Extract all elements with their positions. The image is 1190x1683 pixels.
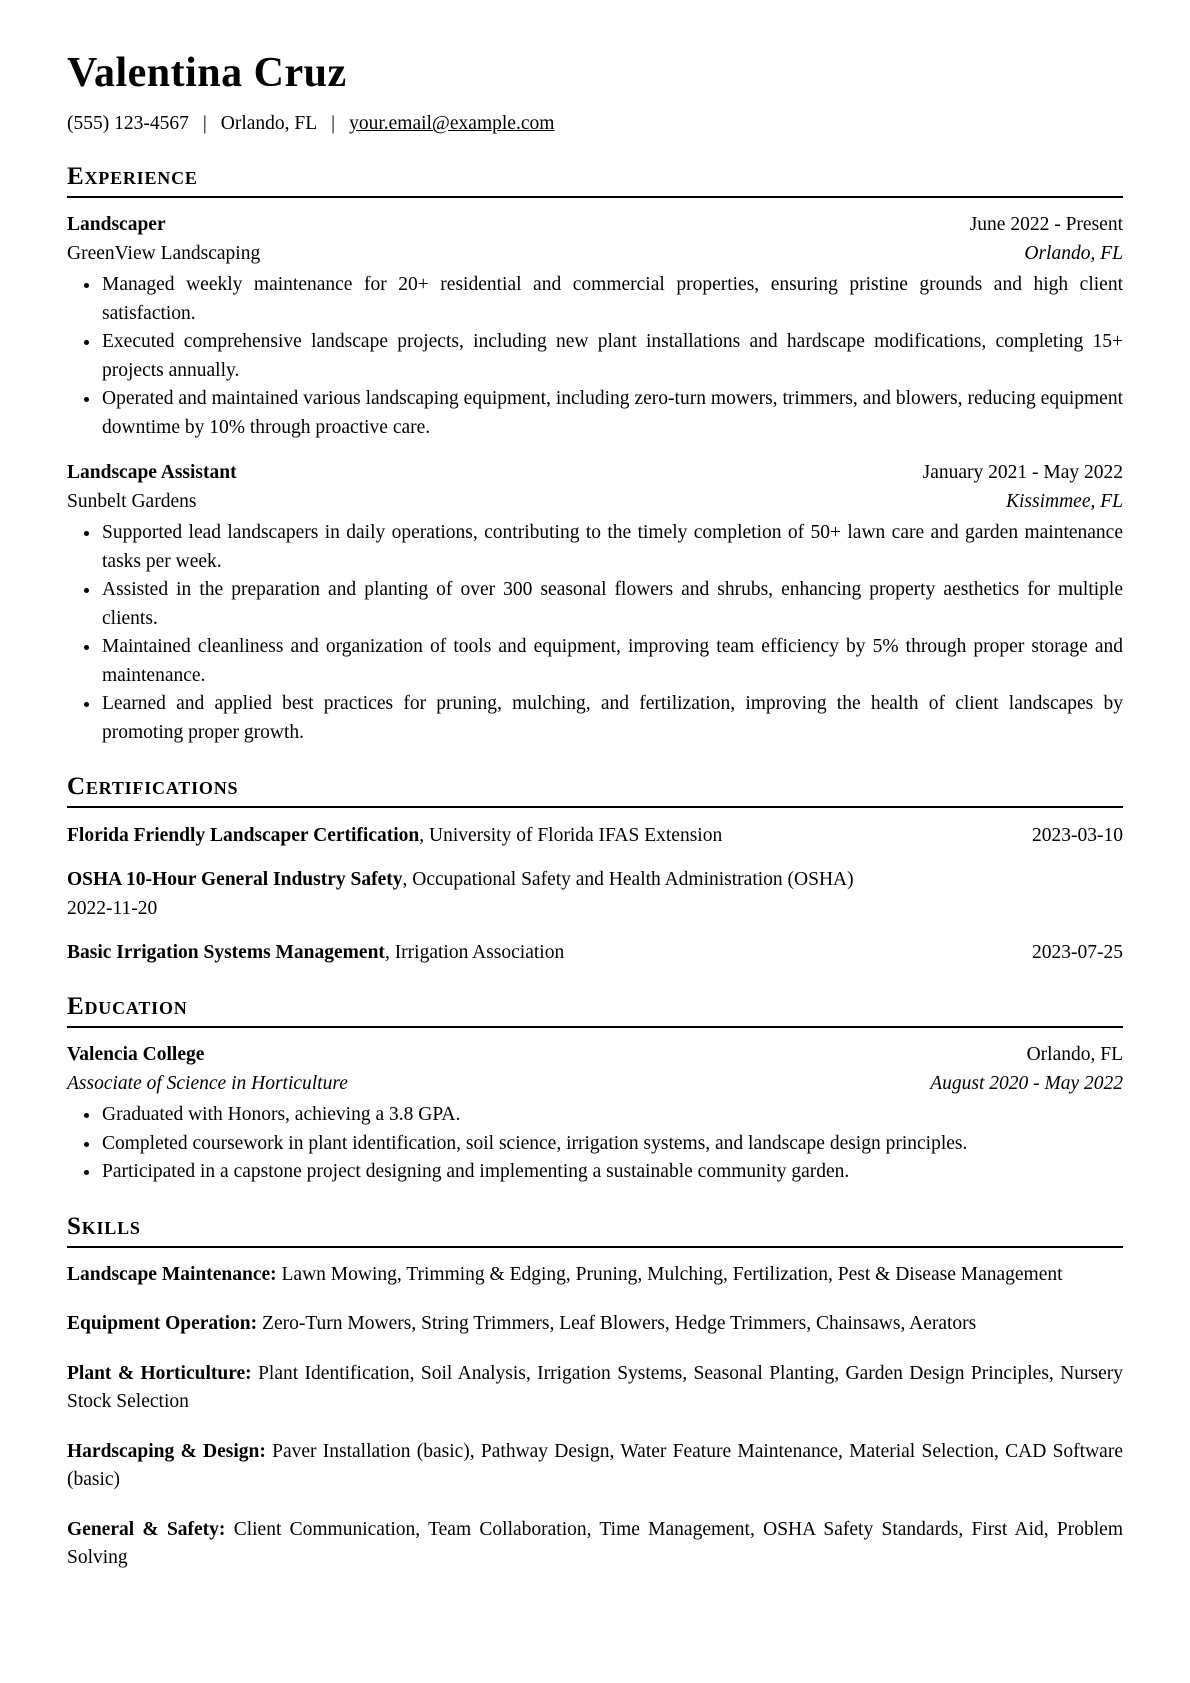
skill-category-label: Hardscaping & Design: xyxy=(67,1440,266,1462)
certification-text xyxy=(67,938,564,967)
job-title: Landscaper xyxy=(67,214,166,236)
certification-date: 2022-11-20 xyxy=(67,898,158,920)
job-company: GreenView Landscaping xyxy=(67,242,261,264)
location-text: Orlando, FL xyxy=(220,113,318,135)
education-degree: Associate of Science in Horticulture xyxy=(67,1072,348,1094)
job-bullet: • Maintained cleanliness and organization of tools and equipment, improving team efficiency by 5% through proper storage and maintenance. xyxy=(101,633,1123,690)
certification-issuer: , Occupational Safety and Health Administration (OSHA) xyxy=(402,869,854,891)
contact-separator: | xyxy=(202,113,207,135)
section-skills xyxy=(67,1212,1123,1573)
certification-text xyxy=(67,821,722,850)
certification-name: OSHA 10-Hour General Industry Safety xyxy=(67,869,403,891)
job-title-row xyxy=(67,211,1123,240)
section-rule xyxy=(67,1246,1123,1248)
certification-entry xyxy=(67,938,1123,967)
certification-entry xyxy=(67,821,1123,850)
certification-text xyxy=(67,869,854,890)
job-bullet-list xyxy=(67,271,1123,442)
section-rule xyxy=(67,806,1123,808)
education-degree-row xyxy=(67,1070,1123,1099)
section-rule xyxy=(67,1026,1123,1028)
job-location: Orlando, FL xyxy=(1024,242,1123,264)
job-bullet: • Managed weekly maintenance for 20+ residential and commercial properties, ensuring pristine grounds and high client satisfaction. xyxy=(101,271,1123,328)
skill-group xyxy=(67,1261,1123,1290)
job-entry xyxy=(67,459,1123,747)
education-entry xyxy=(67,1041,1123,1187)
job-title: Landscape Assistant xyxy=(67,462,237,484)
section-title-experience: Experience xyxy=(67,163,198,191)
section-title-certifications: Certifications xyxy=(67,773,239,801)
section-certifications xyxy=(67,772,1123,967)
phone-number: (555) 123-4567 xyxy=(67,113,189,135)
education-bullet-list xyxy=(67,1101,1123,1187)
skill-group xyxy=(67,1438,1123,1495)
person-name: Valentina Cruz xyxy=(67,50,347,96)
section-title-skills: Skills xyxy=(67,1212,141,1240)
skill-list: Lawn Mowing, Trimming & Edging, Pruning, Mulching, Fertilization, Pest & Disease Management xyxy=(276,1263,1063,1285)
skill-list: Client Communication, Team Collaboration, Time Management, OSHA Safety Standards, First Aid, Problem Solving xyxy=(67,1518,1123,1569)
job-company-row xyxy=(67,240,1123,269)
skill-group xyxy=(67,1310,1123,1339)
job-bullet: • Learned and applied best practices for pruning, mulching, and fertilization, improving the health of client landscapes by promoting proper growth. xyxy=(101,690,1123,747)
education-dates: August 2020 - May 2022 xyxy=(930,1072,1123,1094)
skill-category-label: Equipment Operation: xyxy=(67,1313,258,1335)
job-bullet: • Supported lead landscapers in daily operations, contributing to the timely completion of 50+ lawn care and garden maintenance tasks per week. xyxy=(101,519,1123,576)
email-link[interactable]: your.email@example.com xyxy=(349,113,555,135)
education-bullet: • Graduated with Honors, achieving a 3.8 GPA. xyxy=(101,1101,1123,1130)
section-title-education: Education xyxy=(67,993,188,1021)
skill-group xyxy=(67,1516,1123,1573)
resume-header xyxy=(67,50,1123,137)
education-bullet: • Completed coursework in plant identification, soil science, irrigation systems, and landscape design principles. xyxy=(101,1130,1123,1159)
education-school: Valencia College xyxy=(67,1044,205,1066)
job-company-row xyxy=(67,488,1123,517)
skill-list: Zero-Turn Mowers, String Trimmers, Leaf Blowers, Hedge Trimmers, Chainsaws, Aerators xyxy=(257,1313,977,1335)
certification-issuer: , Irrigation Association xyxy=(384,942,565,964)
job-location: Kissimmee, FL xyxy=(1006,490,1123,512)
job-bullet: • Assisted in the preparation and planting of over 300 seasonal flowers and shrubs, enhancing property aesthetics for multiple clients. xyxy=(101,576,1123,633)
job-bullet: • Executed comprehensive landscape projects, including new plant installations and hardscape modifications, completing 15+ projects annually. xyxy=(101,328,1123,385)
contact-separator: | xyxy=(331,113,336,135)
section-experience xyxy=(67,162,1123,747)
certification-issuer: , University of Florida IFAS Extension xyxy=(419,825,723,847)
skill-list: Paver Installation (basic), Pathway Design, Water Feature Maintenance, Material Selection, CAD Software (basic) xyxy=(67,1440,1123,1491)
certification-entry xyxy=(67,865,1123,923)
skill-group xyxy=(67,1360,1123,1417)
section-rule xyxy=(67,196,1123,198)
skill-category-label: Plant & Horticulture: xyxy=(67,1362,252,1384)
job-entry xyxy=(67,211,1123,442)
education-school-row xyxy=(67,1041,1123,1070)
job-bullet-list xyxy=(67,519,1123,747)
certification-date: 2023-07-25 xyxy=(1032,942,1123,964)
skill-list: Plant Identification, Soil Analysis, Irrigation Systems, Seasonal Planting, Garden Design Principles, Nursery Stock Selection xyxy=(67,1362,1124,1413)
education-bullet: • Participated in a capstone project designing and implementing a sustainable community garden. xyxy=(101,1158,1123,1187)
contact-line xyxy=(67,111,1123,137)
certification-name: Basic Irrigation Systems Management xyxy=(67,942,385,964)
job-bullet: • Operated and maintained various landscaping equipment, including zero-turn mowers, trimmers, and blowers, reducing equipment downtime by 10% through proactive care. xyxy=(101,385,1123,442)
job-dates: January 2021 - May 2022 xyxy=(922,462,1123,484)
section-education xyxy=(67,992,1123,1187)
skill-category-label: General & Safety: xyxy=(67,1518,226,1540)
skill-category-label: Landscape Maintenance: xyxy=(67,1263,277,1285)
certification-date: 2023-03-10 xyxy=(1032,825,1123,847)
job-dates: June 2022 - Present xyxy=(969,214,1123,236)
certification-name: Florida Friendly Landscaper Certification xyxy=(67,825,420,847)
job-title-row xyxy=(67,459,1123,488)
education-location: Orlando, FL xyxy=(1026,1044,1123,1066)
job-company: Sunbelt Gardens xyxy=(67,490,197,512)
